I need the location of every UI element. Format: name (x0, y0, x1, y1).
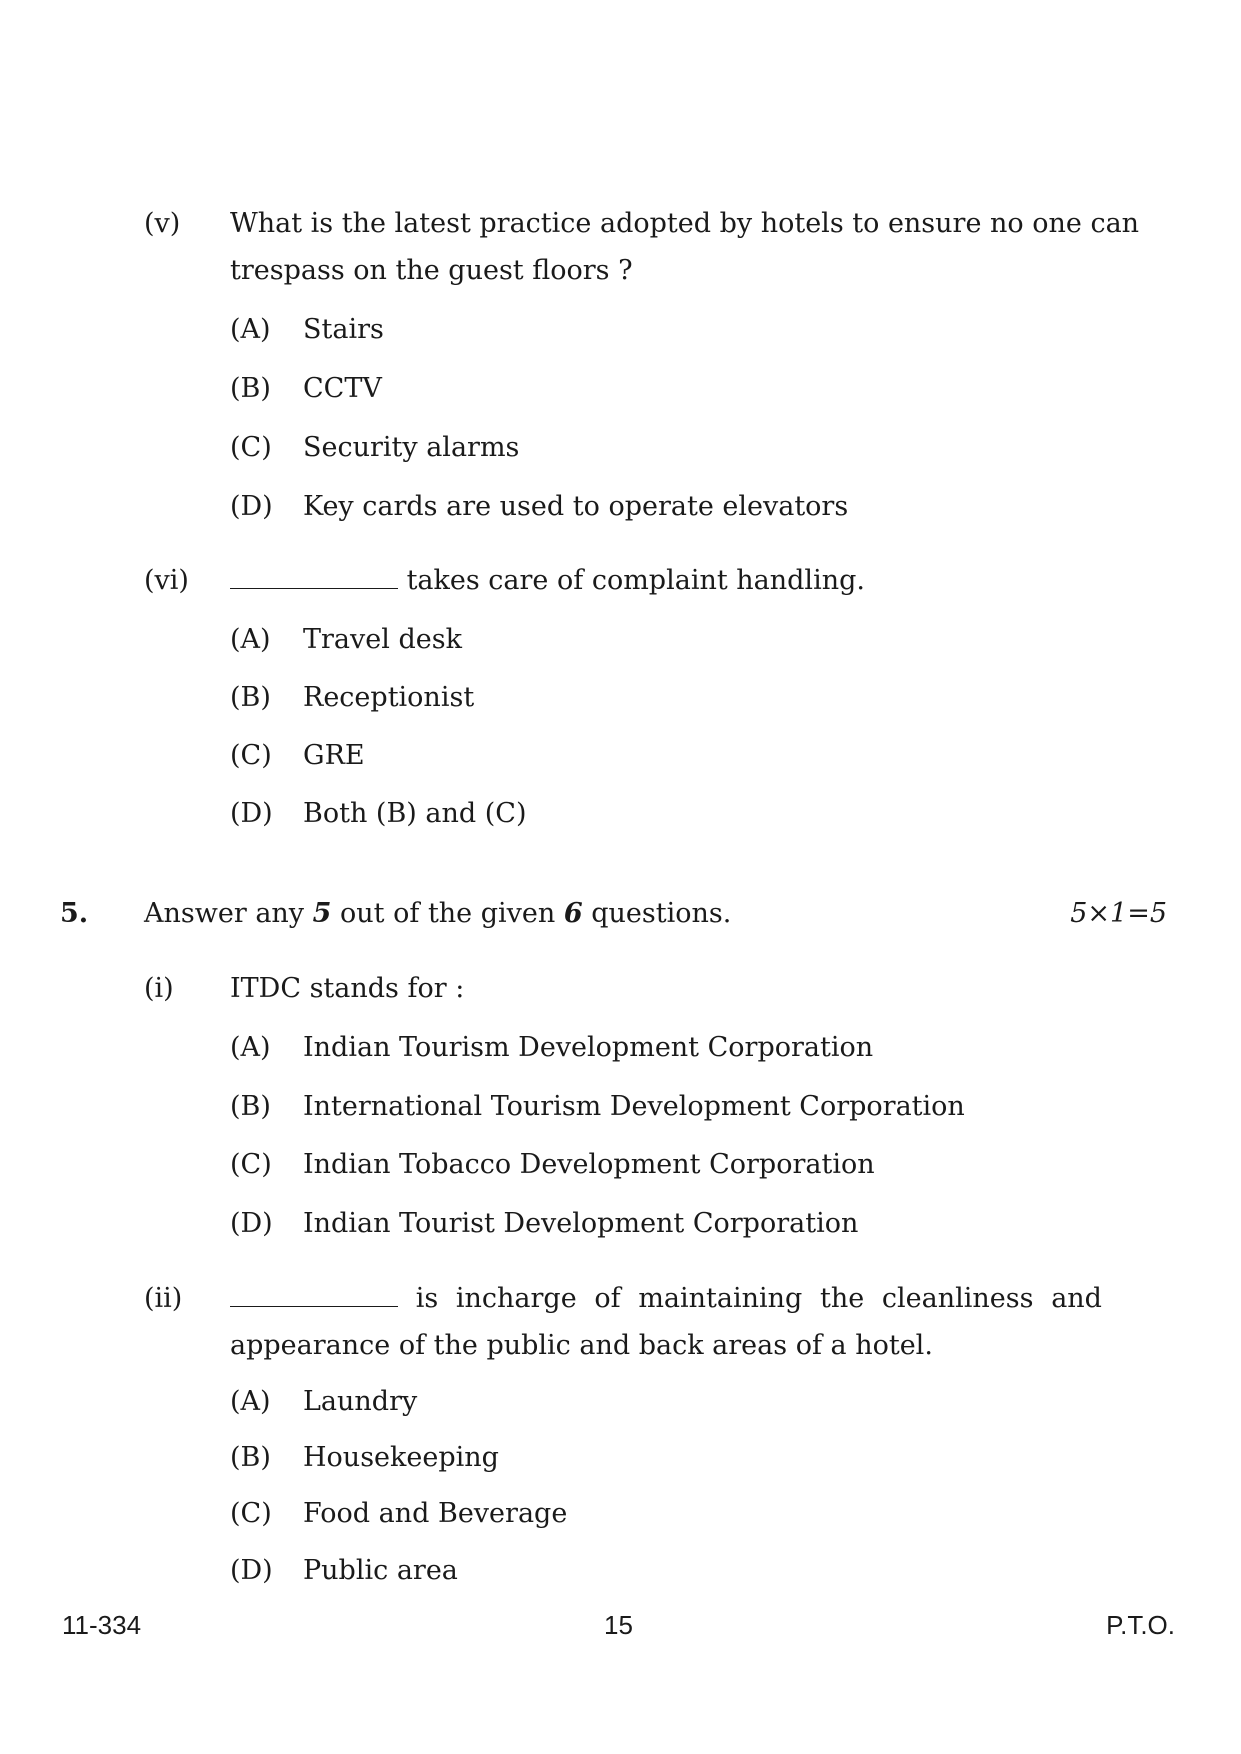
paper-code: 11-334 (62, 1610, 142, 1640)
option-text: Indian Tourism Development Corporation (303, 1032, 874, 1063)
option-label: (A) (230, 314, 271, 345)
question-number-5: 5. (60, 898, 89, 929)
question-text-ii-line1 (230, 1283, 1102, 1315)
option-text: Both (B) and (C) (303, 798, 527, 829)
instruction-text: questions. (582, 898, 732, 929)
option-text: Indian Tourist Development Corporation (303, 1208, 859, 1239)
option-text: Public area (303, 1555, 458, 1586)
question-number-ii: (ii) (144, 1283, 183, 1314)
question-number-v: (v) (144, 208, 181, 239)
option-label: (B) (230, 373, 271, 404)
please-turn-over: P.T.O. (1106, 1610, 1175, 1640)
instruction-count-answer: 5 (312, 898, 332, 929)
question-number-i: (i) (144, 973, 174, 1004)
question-text-vi-body: takes care of complaint handling. (398, 565, 865, 596)
fill-in-blank (230, 1284, 398, 1307)
word: the (820, 1283, 865, 1314)
option-text: Food and Beverage (303, 1498, 568, 1529)
option-label: (C) (230, 1149, 272, 1180)
option-text: Indian Tobacco Development Corporation (303, 1149, 875, 1180)
option-label: (D) (230, 1555, 273, 1586)
option-label: (A) (230, 624, 271, 655)
question-text-v-line1: What is the latest practice adopted by hotels to ensure no one can (230, 208, 1140, 239)
option-label: (C) (230, 432, 272, 463)
question-text-v-line2: trespass on the guest floors ? (230, 255, 633, 286)
option-label: (A) (230, 1386, 271, 1417)
option-text: Key cards are used to operate elevators (303, 491, 849, 522)
option-text: International Tourism Development Corporation (303, 1091, 965, 1122)
word: incharge (455, 1283, 577, 1314)
option-label: (A) (230, 1032, 271, 1063)
word: maintaining (638, 1283, 803, 1314)
instruction-text: Answer any (144, 898, 313, 929)
question-5-instruction (144, 898, 731, 930)
word: is (415, 1283, 439, 1314)
page-number: 15 (604, 1610, 633, 1640)
word: and (1051, 1283, 1102, 1314)
option-label: (B) (230, 1091, 271, 1122)
option-label: (D) (230, 1208, 273, 1239)
fill-in-blank (230, 566, 398, 589)
option-text: Security alarms (303, 432, 520, 463)
question-text-vi (230, 565, 865, 597)
instruction-text: out of the given (331, 898, 564, 929)
option-label: (B) (230, 682, 271, 713)
option-text: Laundry (303, 1386, 418, 1417)
option-text: Receptionist (303, 682, 475, 713)
option-text: GRE (303, 740, 365, 771)
option-label: (C) (230, 1498, 272, 1529)
option-label: (D) (230, 491, 273, 522)
instruction-count-total: 6 (563, 898, 583, 929)
option-text: Stairs (303, 314, 384, 345)
question-text-ii-line2: appearance of the public and back areas of a hotel. (230, 1330, 933, 1361)
question-number-vi: (vi) (144, 565, 189, 596)
option-text: Travel desk (303, 624, 462, 655)
option-text: CCTV (303, 373, 382, 404)
option-label: (B) (230, 1442, 271, 1473)
option-text: Housekeeping (303, 1442, 499, 1473)
word: cleanliness (881, 1283, 1034, 1314)
option-label: (D) (230, 798, 273, 829)
marks-allocation: 5×1=5 (1070, 898, 1167, 929)
word: of (594, 1283, 621, 1314)
option-label: (C) (230, 740, 272, 771)
question-text-i: ITDC stands for : (230, 973, 465, 1004)
